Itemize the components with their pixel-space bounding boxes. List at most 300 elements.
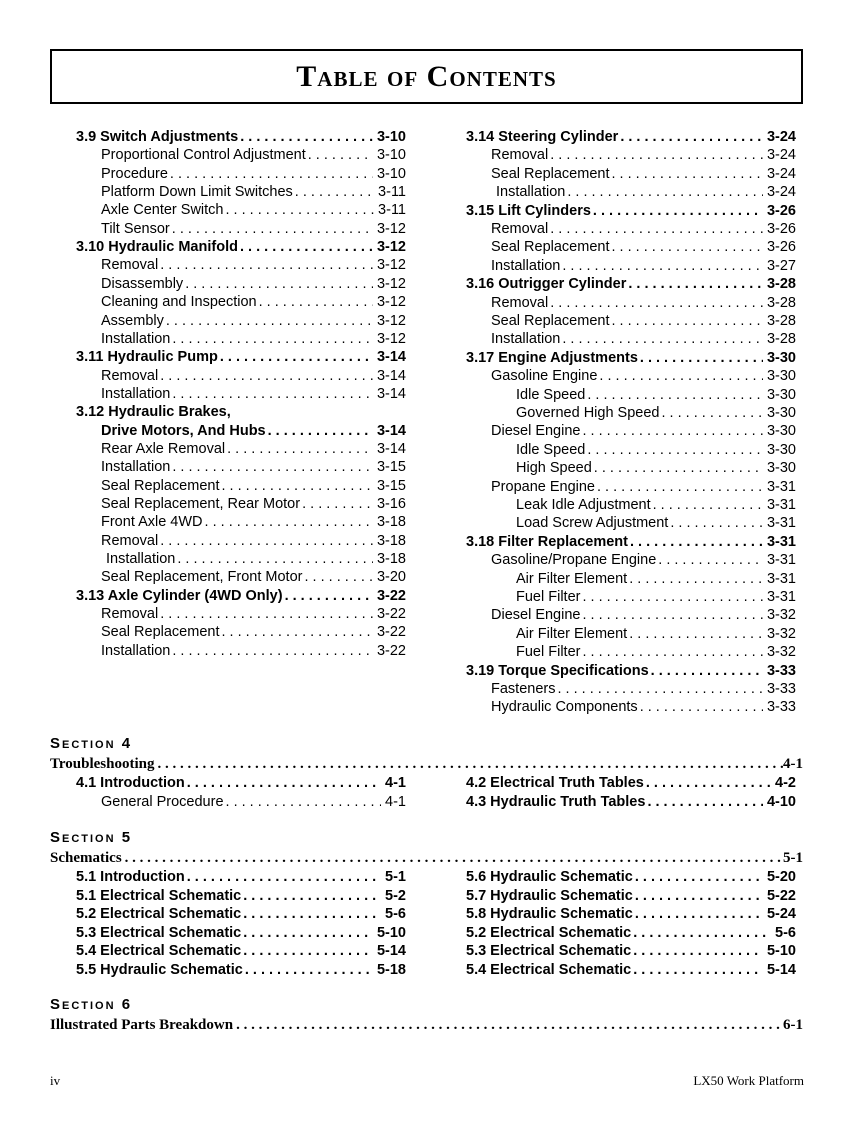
leader-dots [285,587,373,605]
toc-entry-label: Seal Replacement, Front Motor [101,569,303,586]
page-title: Table of Contents [296,60,557,93]
toc-entry[interactable] [76,774,406,792]
toc-entry-label: 5.4 Electrical Schematic [76,943,242,959]
toc-entry-page: 5-2 [385,887,406,904]
toc-entry-page: 3-18 [376,514,406,531]
section5-left-column [76,868,406,983]
toc-entry-label: 3.15 Lift Cylinders [466,202,591,219]
toc-entry-label: 4.3 Hydraulic Truth Tables [466,793,646,810]
leader-dots [243,942,373,960]
toc-entry[interactable] [76,458,406,476]
toc-entry-page: 4-1 [385,775,406,791]
leader-dots [227,440,373,458]
leader-dots [658,551,763,569]
toc-entry[interactable] [76,312,406,330]
section6-title: Illustrated Parts Breakdown [50,1017,234,1033]
toc-entry[interactable] [466,680,796,698]
toc-entry[interactable] [76,146,406,164]
leader-dots [268,422,373,440]
toc-entry-label: Seal Replacement [491,239,610,256]
toc-entry-page: 3-33 [766,699,796,716]
leader-dots [562,330,763,348]
section4-title-row[interactable] [50,755,803,773]
leader-dots [550,220,763,238]
toc-entry-label: 3.14 Steering Cylinder [466,129,619,145]
toc-entry-page: 4-1 [385,793,406,810]
toc-entry-page: 3-14 [376,349,406,366]
toc-entry-page: 3-22 [376,587,406,604]
toc-entry[interactable] [466,887,796,905]
toc-entry-label: Removal [101,367,159,384]
toc-entry-page: 3-26 [766,202,796,219]
toc-entry[interactable] [466,961,796,979]
toc-entry[interactable] [76,293,406,311]
toc-entry[interactable] [76,587,406,605]
leader-dots [187,774,381,792]
toc-entry-label: Removal [491,294,549,311]
toc-entry-label: Assembly [101,312,164,329]
toc-entry-page: 5-10 [766,943,796,959]
toc-entry-label: 3.10 Hydraulic Manifold [76,239,238,256]
toc-entry-label: Cleaning and Inspection [101,294,257,311]
toc-entry-label: Disassembly [101,275,184,292]
leader-dots [557,680,762,698]
toc-entry[interactable] [76,348,406,366]
leader-dots [597,478,763,496]
toc-entry-page: 5-18 [376,961,406,978]
section4-left-column [76,774,406,814]
leader-dots [651,662,763,680]
toc-entry[interactable] [76,403,406,421]
toc-entry-page: 3-12 [376,220,406,237]
toc-entry-page: 3-16 [376,496,406,512]
toc-entry-label: Installation [491,331,561,348]
toc-entry-label: Installation [101,642,171,659]
toc-entry-label: Fuel Filter [516,644,581,661]
toc-entry-label: 5.2 Electrical Schematic [76,906,242,922]
toc-entry[interactable] [466,165,796,183]
toc-entry-page: 3-28 [766,276,796,293]
toc-entry[interactable] [466,128,796,146]
toc-entry-page: 3-33 [766,681,796,697]
section4-page: 4-1 [783,756,803,772]
toc-entry-label: 3.16 Outrigger Cylinder [466,276,627,293]
toc-entry-page: 3-32 [766,607,796,624]
toc-entry-page: 3-15 [376,477,406,494]
toc-entry-page: 3-30 [766,368,796,385]
toc-entry[interactable] [76,220,406,238]
leader-dots [662,404,763,422]
toc-entry-label: 3.9 Switch Adjustments [76,129,239,145]
toc-entry-page: 5-6 [385,906,406,922]
footer-doc-title: LX50 Work Platform [693,1073,804,1088]
toc-entry-page: 3-22 [376,642,406,659]
toc-entry-page: 3-12 [376,239,406,256]
leader-dots [587,386,763,404]
toc-entry[interactable] [76,201,406,219]
toc-entry-label: Proportional Control Adjustment [101,147,306,164]
toc-entry-page: 3-24 [766,129,796,145]
toc-entry-page: 3-31 [766,497,796,513]
toc-entry-page: 3-24 [766,147,796,164]
leader-dots [240,238,373,256]
leader-dots [646,774,771,792]
toc-entry-page: 3-12 [376,330,406,347]
toc-entry-page: 3-30 [766,386,796,403]
toc-entry[interactable] [466,905,796,923]
toc-entry-label: Axle Center Switch [101,202,224,219]
toc-entry-label: 5.3 Electrical Schematic [466,943,632,959]
leader-dots [295,183,374,201]
toc-entry-label: Seal Replacement [101,624,220,641]
toc-entry-label: Diesel Engine [491,423,581,440]
leader-dots [125,849,783,867]
leader-dots [240,128,373,146]
toc-entry-page: 3-12 [376,257,406,274]
toc-entry-page: 3-10 [376,147,406,164]
section4-right-column [466,774,796,814]
toc-entry-page: 5-14 [766,961,796,978]
section5-page: 5-1 [783,850,803,866]
toc-entry[interactable] [76,961,406,979]
toc-entry[interactable] [76,367,406,385]
leader-dots [567,183,763,201]
toc-entry[interactable] [76,905,406,923]
toc-entry[interactable] [466,643,796,661]
toc-entry[interactable] [466,404,796,422]
toc-entry-label: 5.8 Hydraulic Schematic [466,906,633,922]
toc-entry-label: Seal Replacement, Rear Motor [101,496,301,512]
toc-right-column [466,128,796,718]
toc-entry-label: 5.2 Electrical Schematic [466,924,632,941]
leader-dots [157,755,783,773]
toc-entry-page: 3-15 [376,459,406,476]
toc-entry[interactable] [76,793,406,811]
toc-entry-label: Drive Motors, And Hubs [101,422,266,439]
toc-entry-page: 3-11 [378,184,406,201]
toc-entry[interactable] [466,942,796,960]
leader-dots [593,202,763,220]
toc-entry-page: 3-32 [766,644,796,661]
toc-entry[interactable] [466,662,796,680]
leader-dots [582,588,763,606]
toc-entry-page: 3-10 [376,165,406,182]
toc-entry[interactable] [76,532,406,550]
toc-entry-page: 3-22 [376,606,406,623]
toc-entry-page: 5-14 [376,943,406,959]
leader-dots [160,256,373,274]
leader-dots [170,165,373,183]
toc-entry[interactable] [466,146,796,164]
toc-entry-label: Idle Speed [516,386,586,403]
leader-dots [304,568,372,586]
toc-entry-page: 3-30 [766,460,796,477]
toc-entry-page: 3-24 [766,165,796,182]
leader-dots [640,698,763,716]
leader-dots [594,459,763,477]
leader-dots [172,220,373,238]
toc-entry-page: 5-10 [376,924,406,941]
leader-dots [160,605,373,623]
toc-entry-page: 3-31 [766,533,796,550]
toc-entry-label: 4.1 Introduction [76,775,185,791]
toc-entry-label: Removal [101,532,159,549]
toc-entry-label: Platform Down Limit Switches [101,184,293,201]
leader-dots [635,887,763,905]
leader-dots [647,793,763,811]
toc-entry-label: 3.18 Filter Replacement [466,533,628,550]
leader-dots [222,477,373,495]
toc-entry-page: 3-31 [766,515,796,532]
toc-entry[interactable] [466,496,796,514]
leader-dots [226,793,382,811]
toc-entry-label: Hydraulic Components [491,699,638,716]
toc-entry-label: Procedure [101,165,168,182]
leader-dots [187,868,381,886]
toc-entry-label: Load Screw Adjustment [516,515,669,532]
toc-entry-page: 3-30 [766,405,796,421]
toc-entry-label: 3.13 Axle Cylinder (4WD Only) [76,587,283,604]
toc-entry-label: Fuel Filter [516,589,581,605]
toc-entry[interactable] [76,165,406,183]
toc-entry[interactable] [466,386,796,404]
toc-entry[interactable] [76,623,406,641]
toc-entry[interactable] [466,349,796,367]
toc-entry[interactable] [466,625,796,643]
leader-dots [582,606,762,624]
toc-entry-page: 3-33 [766,662,796,679]
toc-entry-label: 5.6 Hydraulic Schematic [466,869,633,885]
toc-entry[interactable] [466,422,796,440]
toc-entry-page: 3-24 [766,184,796,201]
toc-entry[interactable] [466,924,796,942]
toc-entry[interactable] [466,478,796,496]
toc-entry[interactable] [466,202,796,220]
toc-entry[interactable] [466,588,796,606]
toc-entry[interactable] [76,942,406,960]
toc-entry[interactable] [76,275,406,293]
toc-entry-label: 5.7 Hydraulic Schematic [466,887,633,904]
toc-entry[interactable] [76,605,406,623]
leader-dots [620,128,763,146]
leader-dots [587,441,763,459]
leader-dots [612,312,763,330]
toc-entry-page: 5-6 [775,924,796,941]
toc-entry-label: Installation [101,330,171,347]
toc-entry-page: 3-18 [376,532,406,549]
toc-entry[interactable] [466,698,796,716]
leader-dots [633,961,763,979]
toc-entry[interactable] [76,330,406,348]
toc-entry-label: Rear Axle Removal [101,440,226,457]
toc-entry-page: 3-20 [376,569,406,586]
toc-entry-label: Removal [491,221,549,237]
toc-entry-page: 5-24 [766,906,796,922]
section4-heading: Section 4 [50,735,133,752]
toc-entry-label: Seal Replacement [491,313,610,329]
toc-entry-label: 5.1 Electrical Schematic [76,887,242,904]
leader-dots [550,146,763,164]
toc-entry-label: Removal [101,257,159,274]
toc-entry[interactable] [76,183,406,201]
leader-dots [629,570,763,588]
title-box [50,49,803,104]
toc-entry-label: 3.17 Engine Adjustments [466,349,638,366]
leader-dots [205,513,373,531]
toc-entry[interactable] [76,477,406,495]
leader-dots [160,367,373,385]
toc-entry[interactable] [466,275,796,293]
toc-entry[interactable] [76,385,406,403]
leader-dots [243,905,381,923]
leader-dots [633,942,763,960]
toc-entry-page: 3-12 [376,294,406,311]
toc-entry[interactable] [76,568,406,586]
toc-entry[interactable] [466,257,796,275]
toc-entry[interactable] [76,513,406,531]
toc-entry[interactable] [76,868,406,886]
toc-entry[interactable] [76,256,406,274]
section6-heading: Section 6 [50,996,133,1013]
leader-dots [628,275,763,293]
leader-dots [185,275,373,293]
toc-entry[interactable] [466,238,796,256]
toc-entry[interactable] [466,551,796,569]
leader-dots [160,532,373,550]
toc-entry[interactable] [76,422,406,440]
toc-entry[interactable] [76,642,406,660]
toc-entry-label: Air Filter Element [516,625,628,642]
toc-entry-label: Installation [101,385,171,402]
toc-entry[interactable] [466,183,796,201]
leader-dots [633,924,771,942]
leader-dots [172,385,373,403]
section5-right-column [466,868,796,983]
toc-entry-label: Seal Replacement [491,165,610,182]
toc-entry-label: Front Axle 4WD [101,514,203,531]
toc-entry[interactable] [466,514,796,532]
leader-dots [582,643,763,661]
toc-entry[interactable] [76,550,406,568]
section6-page: 6-1 [783,1017,803,1033]
leader-dots [226,201,375,219]
toc-entry-label: Governed High Speed [516,405,660,421]
toc-entry-label: Installation [101,459,171,476]
toc-entry-page: 3-10 [376,129,406,145]
leader-dots [599,367,763,385]
toc-entry[interactable] [466,441,796,459]
toc-entry-page: 3-31 [766,570,796,587]
toc-entry[interactable] [76,887,406,905]
toc-entry[interactable] [466,570,796,588]
toc-entry-page: 5-1 [385,869,406,885]
toc-entry[interactable] [466,606,796,624]
toc-entry-page: 3-18 [376,551,406,568]
toc-entry-page: 3-31 [766,589,796,605]
toc-entry-page: 3-31 [766,552,796,569]
toc-entry-page: 3-14 [376,440,406,457]
toc-entry-page: 3-14 [376,422,406,439]
toc-entry-label: 3.12 Hydraulic Brakes, [76,404,231,421]
toc-entry-label: Idle Speed [516,441,586,458]
toc-entry-label: Installation [491,257,561,274]
toc-entry-page: 3-27 [766,257,796,274]
leader-dots [630,533,763,551]
toc-entry-label: Installation [106,551,176,568]
toc-entry-page: 3-14 [376,367,406,384]
toc-entry[interactable] [76,495,406,513]
toc-entry[interactable] [76,440,406,458]
leader-dots [302,495,373,513]
leader-dots [220,348,373,366]
section5-title-row[interactable] [50,849,803,867]
leader-dots [562,257,763,275]
toc-entry-label: Air Filter Element [516,570,628,587]
leader-dots [243,924,373,942]
toc-entry-page: 3-28 [766,313,796,329]
toc-entry-label: Removal [101,606,159,623]
toc-entry-label: Seal Replacement [101,477,220,494]
toc-entry-label: Removal [491,147,549,164]
toc-entry-label: 5.3 Electrical Schematic [76,924,242,941]
leader-dots [177,550,373,568]
toc-entry[interactable] [76,128,406,146]
toc-entry-label: Gasoline/Propane Engine [491,552,657,569]
leader-dots [308,146,373,164]
toc-entry[interactable] [76,238,406,256]
leader-dots [670,514,763,532]
toc-entry-page: 5-20 [766,869,796,885]
toc-entry-label: 5.4 Electrical Schematic [466,961,632,978]
section4-title: Troubleshooting [50,756,155,772]
leader-dots [635,868,763,886]
toc-entry-page: 3-26 [766,221,796,237]
toc-entry[interactable] [466,868,796,886]
toc-entry[interactable] [466,330,796,348]
leader-dots [640,349,763,367]
leader-dots [259,293,373,311]
leader-dots [172,330,373,348]
toc-entry-label: 3.11 Hydraulic Pump [76,349,218,366]
toc-entry-page: 5-22 [766,887,796,904]
toc-entry[interactable] [76,924,406,942]
section6-title-row[interactable] [50,1016,803,1034]
toc-left-column [76,128,406,668]
toc-entry-page: 3-30 [766,349,796,366]
toc-entry-page: 3-28 [766,331,796,348]
toc-entry[interactable] [466,533,796,551]
toc-entry[interactable] [466,774,796,792]
toc-entry-label: Installation [496,184,566,201]
toc-entry-page: 3-31 [766,478,796,495]
toc-entry[interactable] [466,459,796,477]
toc-entry[interactable] [466,793,796,811]
toc-entry[interactable] [466,312,796,330]
leader-dots [612,238,763,256]
leader-dots [236,1016,783,1034]
toc-entry-page: 3-32 [766,625,796,642]
toc-entry-page: 3-12 [376,312,406,329]
toc-entry[interactable] [466,220,796,238]
leader-dots [166,312,373,330]
toc-entry[interactable] [466,367,796,385]
toc-entry-label: Propane Engine [491,478,595,495]
section5-heading: Section 5 [50,829,133,846]
leader-dots [635,905,763,923]
toc-entry[interactable] [466,294,796,312]
toc-entry-label: Gasoline Engine [491,368,598,385]
leader-dots [245,961,373,979]
